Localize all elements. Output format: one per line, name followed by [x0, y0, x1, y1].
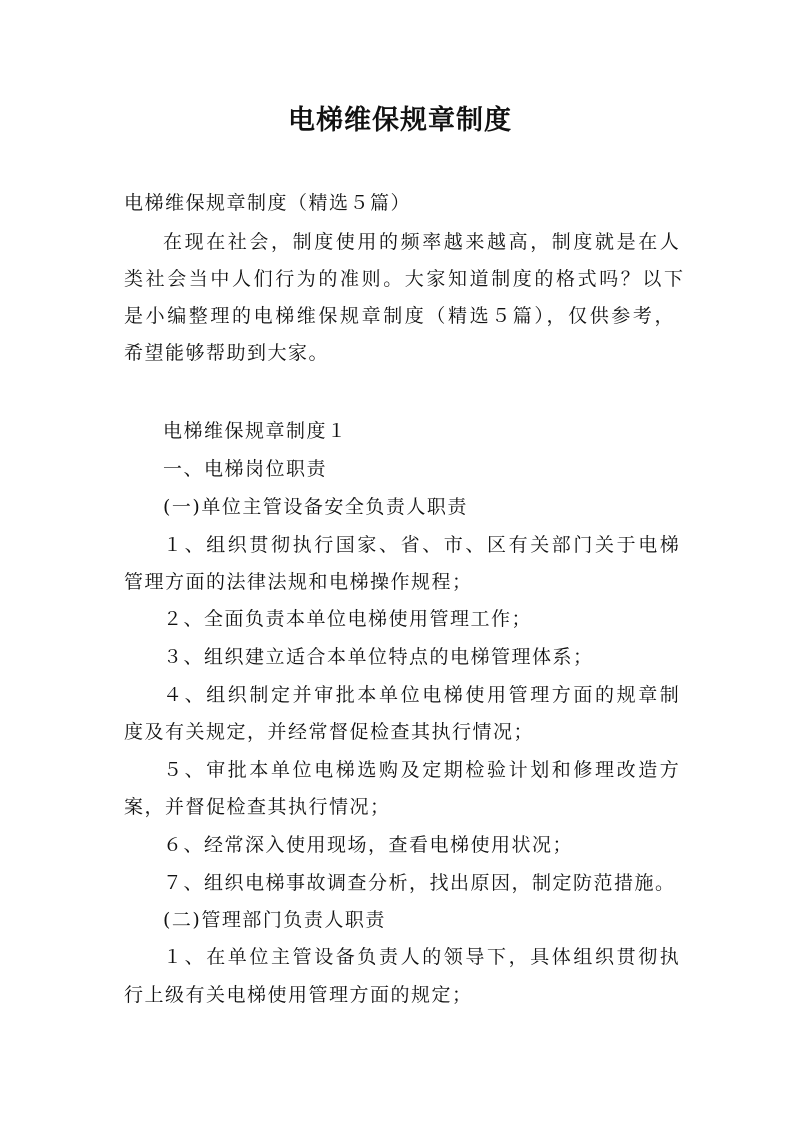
list-item: １、组织贯彻执行国家、省、市、区有关部门关于电梯 [163, 534, 682, 556]
subheading-safety-officer: (一)单位主管设备安全负责人职责 [163, 496, 468, 518]
subheading-department-head: (二)管理部门负责人职责 [163, 909, 386, 931]
list-item: 行上级有关电梯使用管理方面的规定； [124, 984, 473, 1006]
list-item: ７、组织电梯事故调查分析，找出原因，制定防范措施。 [163, 872, 676, 894]
list-item: ３、组织建立适合本单位特点的电梯管理体系； [163, 646, 594, 668]
heading-duties: 一、电梯岗位职责 [163, 458, 328, 480]
list-item: 案，并督促检查其执行情况； [124, 796, 391, 818]
list-item: １、在单位主管设备负责人的领导下，具体组织贯彻执 [163, 946, 682, 968]
intro-line-1: 在现在社会，制度使用的频率越来越高，制度就是在人 [163, 231, 682, 253]
document-subtitle: 电梯维保规章制度（精选５篇） [124, 192, 412, 214]
list-item: 度及有关规定，并经常督促检查其执行情况； [124, 721, 535, 743]
intro-line-4: 希望能够帮助到大家。 [124, 342, 330, 364]
list-item: 管理方面的法律法规和电梯操作规程； [124, 571, 473, 593]
intro-line-3: 是小编整理的电梯维保规章制度（精选５篇），仅供参考， [124, 305, 677, 327]
list-item: ５、审批本单位电梯选购及定期检验计划和修理改造方 [163, 759, 682, 781]
list-item: ６、经常深入使用现场，查看电梯使用状况； [163, 834, 574, 856]
list-item: ４、组织制定并审批本单位电梯使用管理方面的规章制 [163, 684, 682, 706]
list-item: ２、全面负责本单位电梯使用管理工作； [163, 608, 533, 630]
section-title: 电梯维保规章制度１ [163, 420, 348, 442]
intro-line-2: 类社会当中人们行为的准则。大家知道制度的格式吗？以下 [124, 268, 686, 290]
document-title: 电梯维保规章制度 [288, 105, 512, 136]
